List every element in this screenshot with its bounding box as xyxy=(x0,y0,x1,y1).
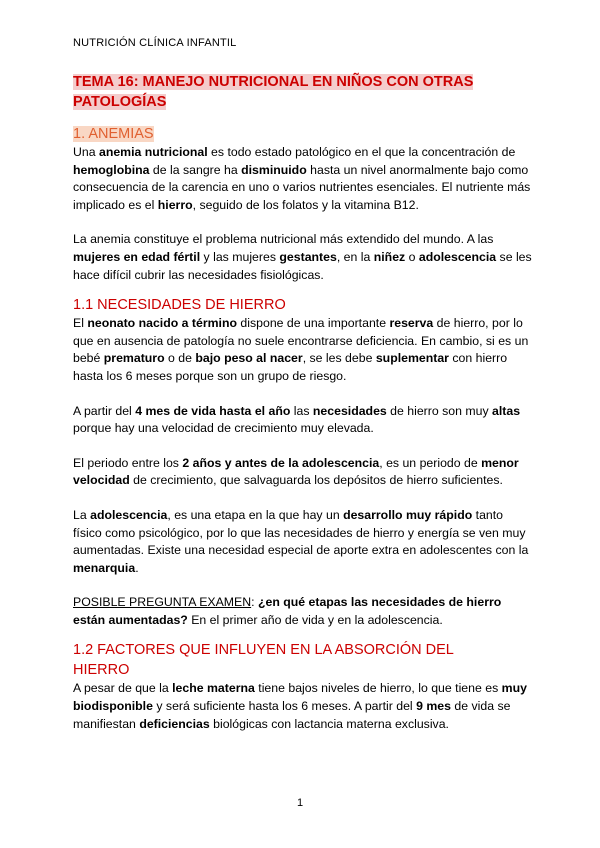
text: La anemia constituye el problema nutricional más extendido del mundo. A las xyxy=(73,232,494,247)
bold-text: suplementar xyxy=(375,351,449,366)
section-heading-iron-needs: 1.1 NECESIDADES DE HIERRO xyxy=(73,297,286,314)
bold-text: menor velocidad xyxy=(73,455,519,488)
text: La xyxy=(73,507,91,522)
bold-text: 4 mes de vida hasta el año xyxy=(135,403,291,418)
text: tiene bajos niveles de hierro, lo que tiene es xyxy=(254,681,502,696)
text: de hierro son muy xyxy=(386,403,493,418)
bold-text: 2 años y antes de la adolescencia xyxy=(182,455,380,470)
text: Una xyxy=(73,145,99,159)
document-title xyxy=(73,72,533,112)
paragraph-breast-milk xyxy=(73,680,533,733)
running-header: NUTRICIÓN CLÍNICA INFANTIL xyxy=(73,37,237,49)
bold-text: prematuro xyxy=(103,351,165,366)
paragraph-adolescence xyxy=(73,507,533,577)
text: En el primer año de vida y en la adolescencia. xyxy=(187,612,443,627)
heading-line-1: 1.2 FACTORES QUE INFLUYEN EN LA ABSORCIÓN DEL xyxy=(73,642,454,659)
bold-text: altas xyxy=(492,403,521,418)
bold-text: muy biodisponible xyxy=(73,681,527,714)
heading-line-2: HIERRO xyxy=(73,662,130,679)
bold-text: hemoglobina xyxy=(73,162,150,177)
text: . xyxy=(135,560,139,575)
paragraph-anemia-definition xyxy=(73,144,533,214)
text: o xyxy=(405,249,419,264)
text: El xyxy=(73,316,88,331)
text: o de xyxy=(164,351,196,366)
bold-text: gestantes xyxy=(279,249,337,264)
paragraph-exam-question xyxy=(73,594,533,629)
text: porque hay una velocidad de crecimiento muy elevada. xyxy=(73,421,374,436)
text: , es un periodo de xyxy=(379,455,482,470)
bold-text: bajo peso al nacer xyxy=(195,351,303,366)
bold-text: neonato nacido a término xyxy=(87,316,237,331)
title-line-2: PATOLOGÍAS xyxy=(73,94,167,110)
bold-text: disminuido xyxy=(241,162,307,177)
bold-text: hierro xyxy=(157,197,193,212)
section-heading-absorption-factors xyxy=(73,640,533,680)
section-heading-anemias xyxy=(73,124,533,144)
text: de hierro, por lo que en ausencia de patología no suele encontrarse deficiencia. En cambio, si es un bebé xyxy=(73,316,529,366)
text: , es una etapa en la que hay un xyxy=(167,507,344,522)
bold-text: anemia nutricional xyxy=(98,145,208,159)
paragraph-4-months xyxy=(73,403,533,438)
text: las xyxy=(290,403,313,418)
text: , seguido de los folatos y la vitamina B12. xyxy=(192,197,419,212)
bold-text: reserva xyxy=(389,316,434,331)
text: y las mujeres xyxy=(200,249,280,264)
text: se les hace difícil cubrir las necesidades fisiológicas. xyxy=(73,249,532,282)
paragraph-2-years xyxy=(73,455,533,490)
text: dispone de una importante xyxy=(237,316,390,331)
title-line-1: TEMA 16: MANEJO NUTRICIONAL EN NIÑOS CON OTRAS xyxy=(73,74,474,90)
bold-text: leche materna xyxy=(172,681,255,696)
text: tanto físico como psicológico, por lo que las necesidades de hierro y energía se ven muy aumentadas. Existe una necesidad especial de aporte extra en adolescentes con la xyxy=(73,507,529,558)
text: es todo estado patológico en el que la concentración de xyxy=(207,145,516,159)
text: El periodo entre los xyxy=(73,455,183,470)
bold-text: adolescencia xyxy=(418,249,497,264)
section-heading-anemias-text: 1. ANEMIAS xyxy=(73,126,154,142)
bold-text: menarquia xyxy=(73,560,136,575)
bold-text: necesidades xyxy=(312,403,387,418)
text: : xyxy=(251,595,258,610)
underlined-text: POSIBLE PREGUNTA EXAMEN xyxy=(73,595,252,610)
bold-text: deficiencias xyxy=(139,716,210,731)
paragraph-anemia-prevalence xyxy=(73,231,533,284)
text: con hierro hasta los 6 meses porque son un grupo de riesgo. xyxy=(73,351,508,383)
page-content xyxy=(73,72,533,733)
paragraph-neonate xyxy=(73,315,533,385)
page-number: 1 xyxy=(296,797,304,809)
text: de vida se manifiestan xyxy=(73,699,511,731)
text: y será suficiente hasta los 6 meses. A partir del xyxy=(152,699,417,714)
bold-text: niñez xyxy=(373,249,406,264)
text: de crecimiento, que salvaguarda los depósitos de hierro suficientes. xyxy=(129,473,503,488)
text: hasta un nivel anormalmente bajo como consecuencia de la carencia en uno o varios nutrientes esenciales. El nutriente más implicado es el xyxy=(73,162,531,212)
text: , se les debe xyxy=(302,351,376,366)
text: , en la xyxy=(336,249,374,264)
bold-text: 9 mes xyxy=(416,699,451,714)
text: A pesar de que la xyxy=(73,681,173,696)
bold-text: desarrollo muy rápido xyxy=(343,507,473,522)
bold-text: adolescencia xyxy=(90,507,168,522)
bold-text: ¿en qué etapas las necesidades de hierro están aumentadas? xyxy=(73,595,502,627)
text: de la sangre ha xyxy=(149,162,242,177)
text: A partir del xyxy=(73,403,136,418)
bold-text: mujeres en edad fértil xyxy=(73,249,201,264)
text: biológicas con lactancia materna exclusiva. xyxy=(209,716,449,731)
